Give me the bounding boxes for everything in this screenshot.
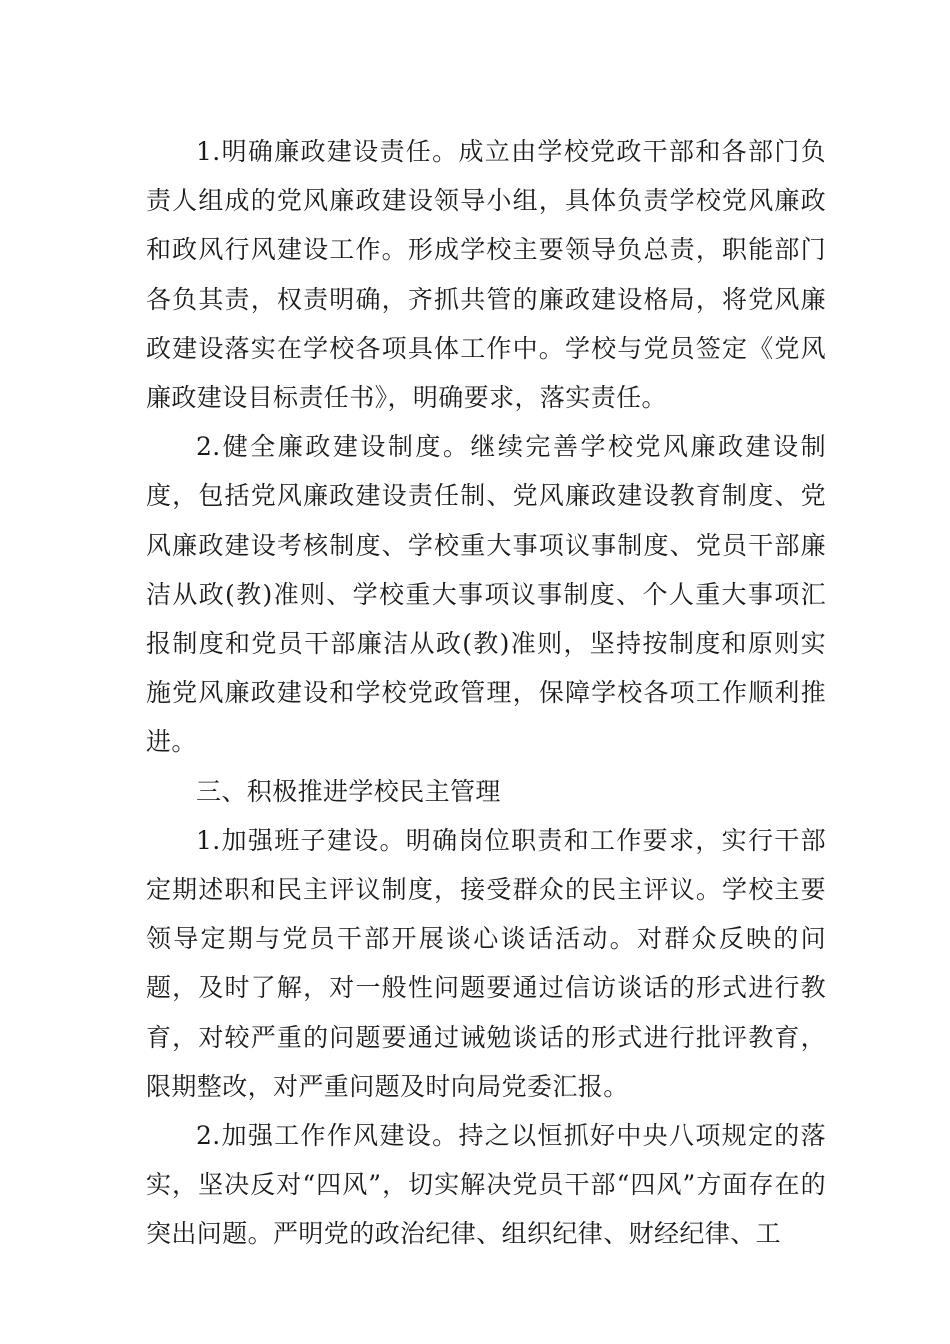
paragraph-clarify-responsibility: 1.明确廉政建设责任。成立由学校党政干部和各部门负责人组成的党风廉政建设领导小组，具体负责学校党风廉政和政风行风建设工作。形成学校主要领导负总责，职能部门各负其责，权责明确，齐抓共管的廉政建设格局，将党风廉政建设落实在学校各项具体工作中。学校与党员签定《党风廉政建设目标责任书》，明确要求，落实责任。 bbox=[146, 137, 826, 413]
section-heading-democratic-management: 三、积极推进学校民主管理 bbox=[196, 776, 501, 806]
paragraph-improve-system: 2.健全廉政建设制度。继续完善学校党风廉政建设制度，包括党风廉政建设责任制、党风廉政建设教育制度、党风廉政建设考核制度、学校重大事项议事制度、党员干部廉洁从政(教)准则、学校重大事项议事制度、个人重大事项汇报制度和党员干部廉洁从政(教)准则，坚持按制度和原则实施党风廉政建设和学校党政管理，保障学校各项工作顺利推进。 bbox=[146, 432, 826, 757]
paragraph-team-building: 1.加强班子建设。明确岗位职责和工作要求，实行干部定期述职和民主评议制度，接受群众的民主评议。学校主要领导定期与党员干部开展谈心谈话活动。对群众反映的问题，及时了解，对一般性问题要通过信访谈话的形式进行教育，对较严重的问题要通过诫勉谈话的形式进行批评教育，限期整改，对严重问题及时向局党委汇报。 bbox=[146, 825, 826, 1101]
document-body bbox=[146, 127, 826, 1259]
paragraph-work-style: 2.加强工作作风建设。持之以恒抓好中央八项规定的落实，坚决反对“四风”，切实解决党员干部“四风”方面存在的突出问题。严明党的政治纪律、组织纪律、财经纪律、工 bbox=[146, 1121, 826, 1249]
